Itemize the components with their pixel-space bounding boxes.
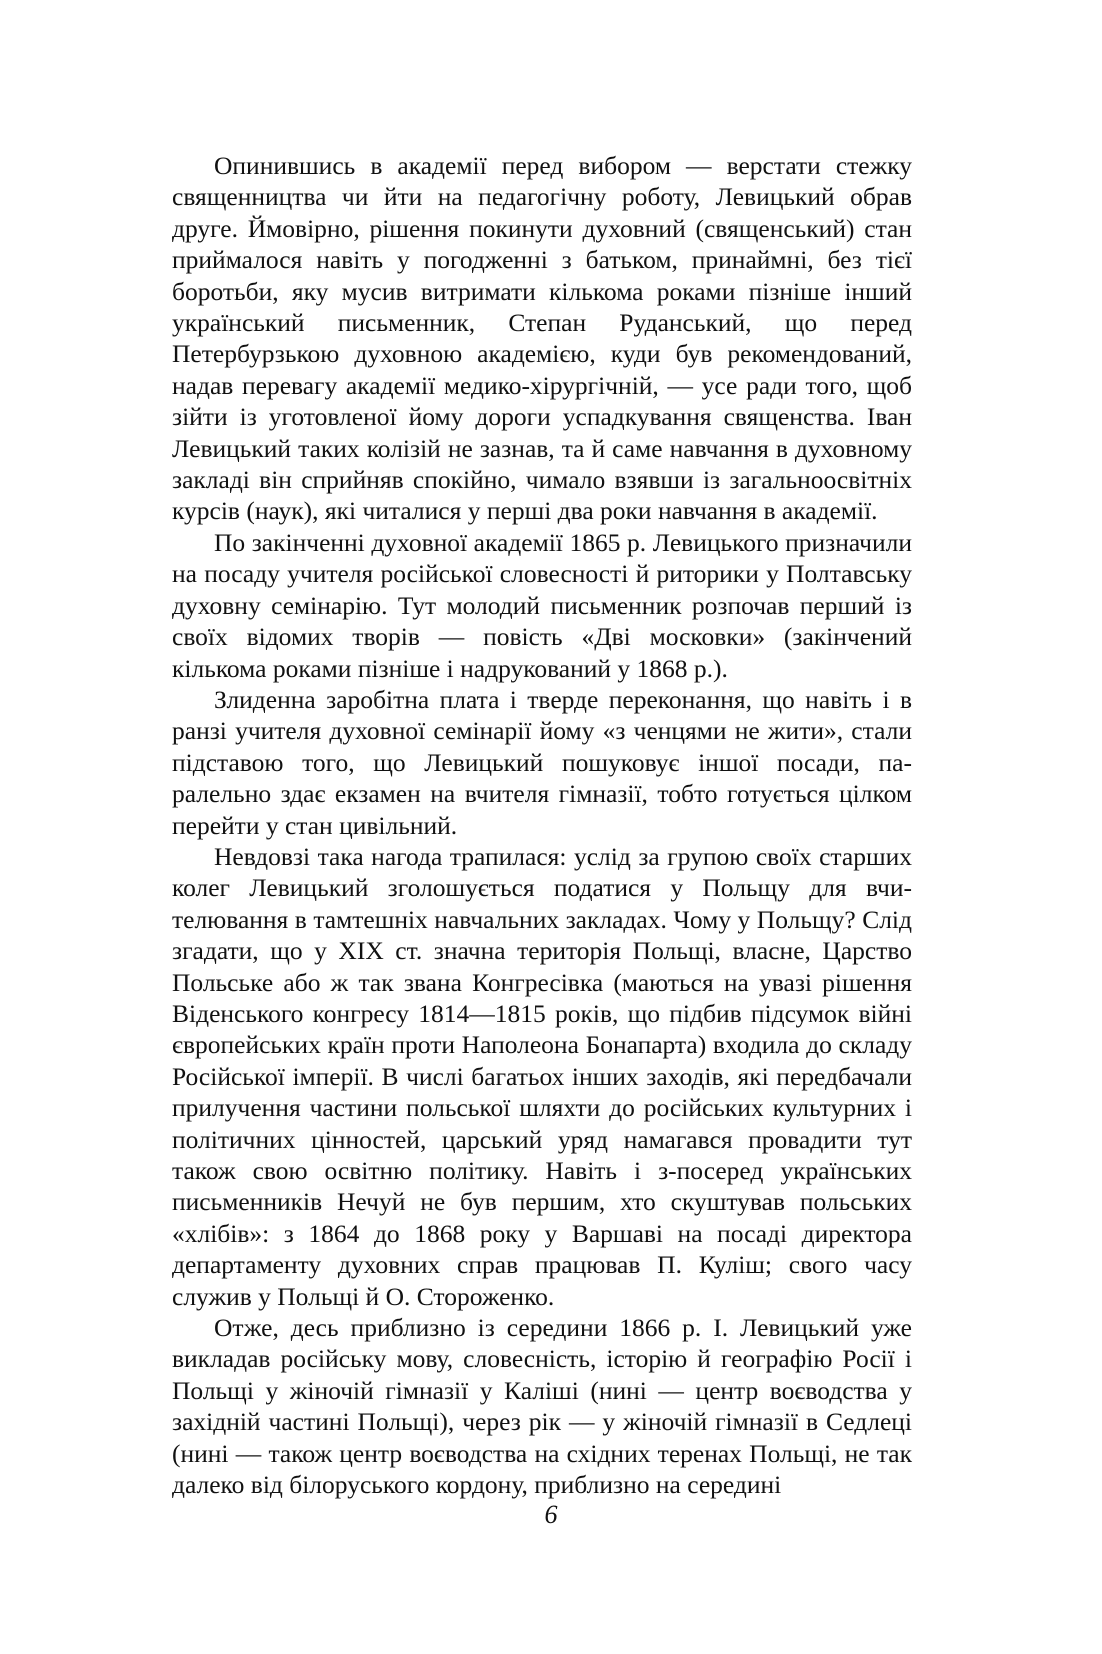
page-body (172, 150, 912, 1500)
paragraph-2: По закінченні духовної академії 1865 р. Левицького призначили на посаду учителя російської словесності й риторики у Полтавську духовну семінарію. Тут молодий письменник розпочав перший із своїх відомих творів — повість «Дві московки» (закінчений кількома роками пізніше і надрукований у 1868 р.). (172, 527, 912, 683)
paragraph-1: Опинившись в академії перед вибором — верстати стежку священництва чи йти на педагогічну роботу, Левицький обрав друге. Ймовірно, рішення покинути духовний (священський) стан приймалося навіть у погодженні з батьком, принаймні, без тієї боротьби, яку мусив витримати кількома роками пізніше інший український письменник, Степан Руданський, що перед Петербурзькою духовною академією, куди був рекомендований, надав перевагу академії медико-хірургічній, — усе ради того, щоб зійти із уготовленої йому дороги успадкування священства. Іван Левицький таких колізій не зазнав, та й саме навчання в духовному закладі він сприйняв спокійно, чимало взявши із загальноосвітніх курсів (наук), які читалися у перші два роки навчання в академії. (172, 151, 912, 526)
paragraph-4: Невдовзі така нагода трапилася: услід за групою своїх старших колег Левицький зголошується податися у Польщу для вчителювання в тамтешніх навчальних закладах. Чому у Польщу? Слід згадати, що у XIX ст. значна територія Польщі, власне, Царство Польське або ж так звана Конгресівка (маються на увазі рішення Віденського конгресу 1814—1815 років, що підбив підсумок війні європейських країн проти Наполеона Бонапарта) входила до складу Російської імперії. В числі багатьох інших заходів, які передбачали прилучення частини польської шляхти до російських культурних і політичних цінностей, царський уряд намагався провадити тут також свою освітню політику. Навіть і з-посеред українських письменників Нечуй не був першим, хто скуштував польських «хлібів»: з 1864 до 1868 року у Варшаві на посаді директора департаменту духовних справ працював П. Куліш; свого часу служив у Польщі й О. Стороженко. (172, 841, 912, 1311)
paragraph-5: Отже, десь приблизно із середини 1866 р. І. Левицький уже викладав російську мову, словесність, історію й географію Росії і Польщі у жіночій гімназії у Каліші (нині — центр воєводства у західній частині Польщі), через рік — у жіночій гімназії в Седлеці (нині — також центр воєводства на східних теренах Польщі, не так далеко від білоруського кордону, приблизно на середині (172, 1313, 912, 1500)
paragraph-3: Злиденна заробітна плата і тверде переконання, що навіть і в ранзі учителя духовної семінарії йому «з ченцями не жити», стали підставою того, що Левицький пошуковує іншої посади, паралельно здає екзамен на вчителя гімназії, тобто готується цілком перейти у стан цивільний. (172, 684, 912, 840)
page-number: 6 (544, 1500, 558, 1529)
